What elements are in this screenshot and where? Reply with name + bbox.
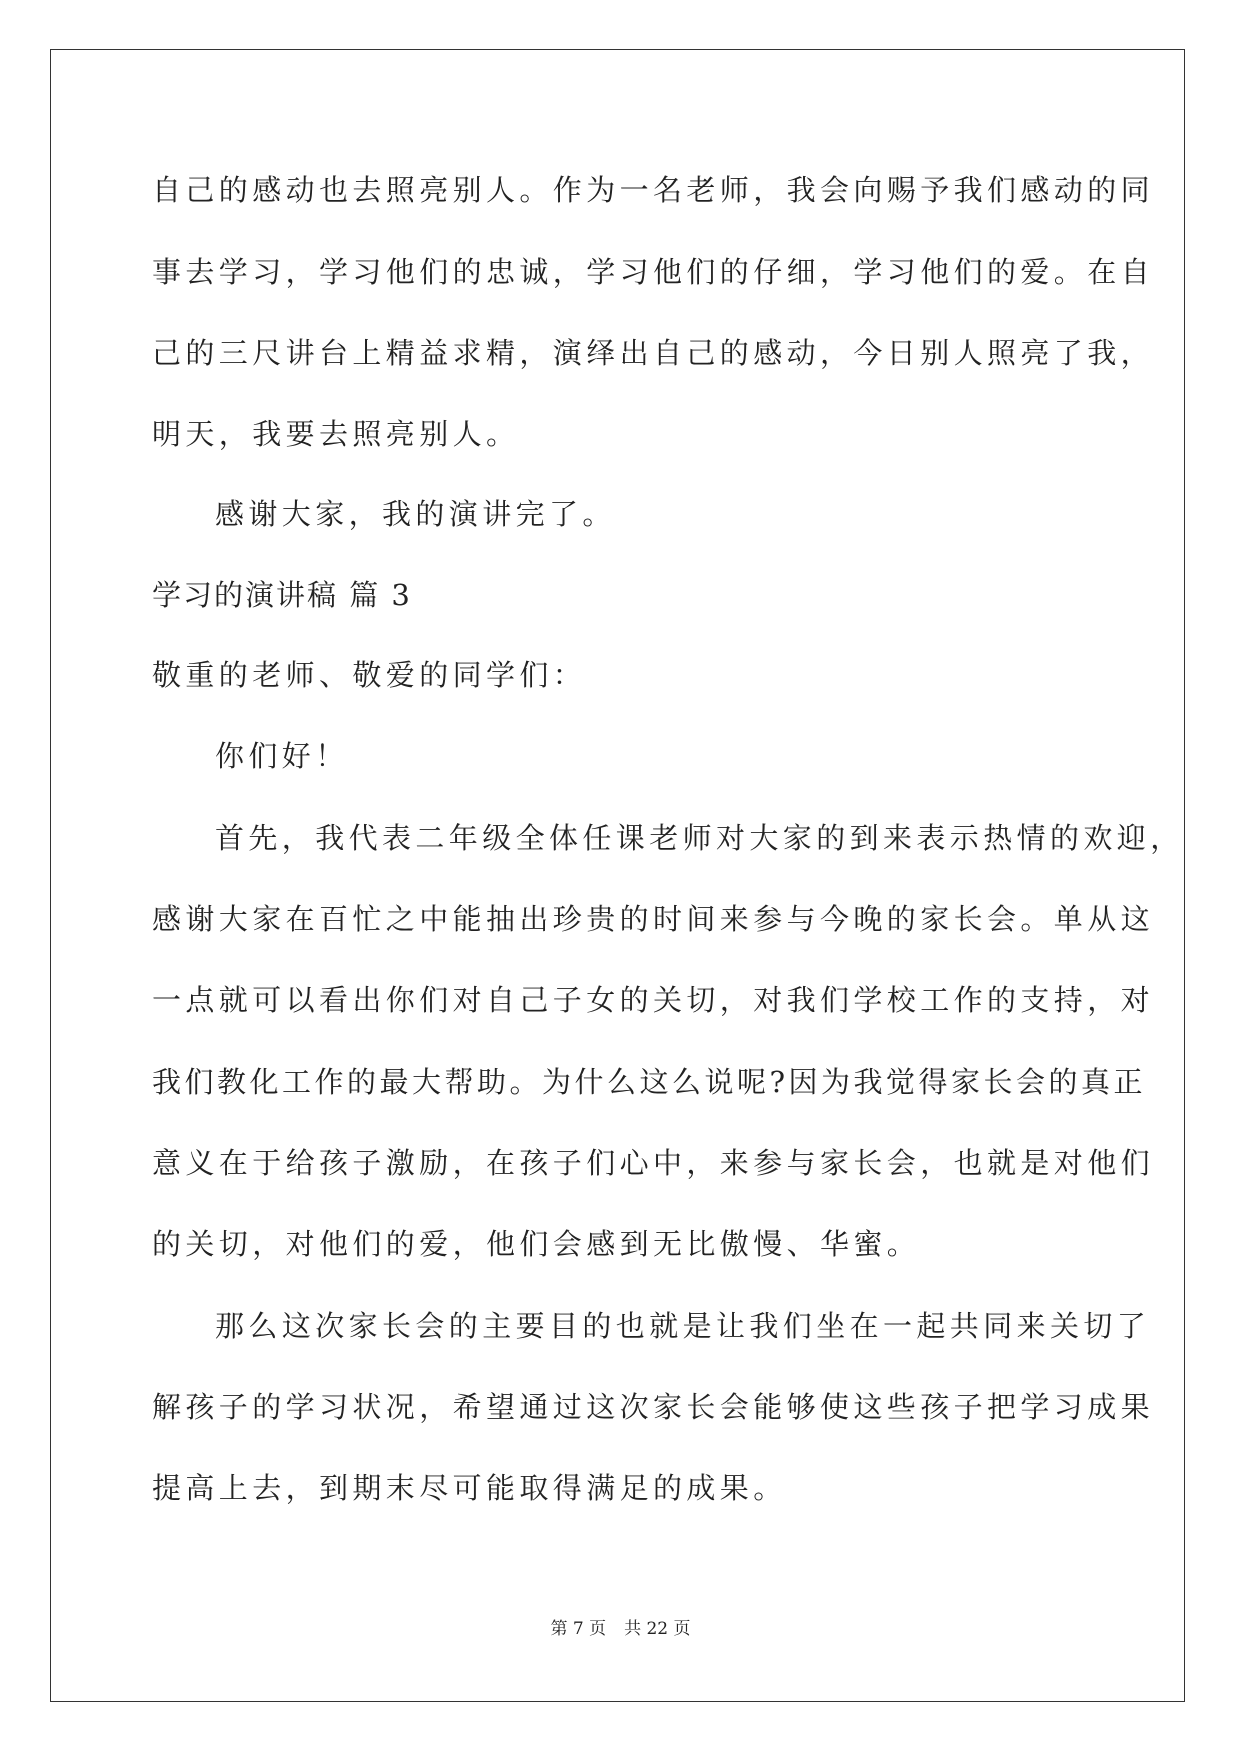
text-line: 感谢大家在百忙之中能抽出珍贵的时间来参与今晚的家长会。单从这	[152, 902, 1155, 936]
text-line: 己的三尺讲台上精益求精，演绎出自己的感动，今日别人照亮了我，	[152, 336, 1155, 370]
page-border	[50, 49, 1185, 1702]
text-line: 我们教化工作的最大帮助。为什么这么说呢?因为我觉得家长会的真正	[152, 1065, 1147, 1099]
text-line: 提高上去，到期末尽可能取得满足的成果。	[152, 1471, 787, 1505]
text-line: 自己的感动也去照亮别人。作为一名老师，我会向赐予我们感动的同	[152, 173, 1155, 207]
section-heading: 学习的演讲稿 篇 3	[152, 578, 412, 612]
page-footer	[0, 1617, 1241, 1641]
text-line: 事去学习，学习他们的忠诚，学习他们的仔细，学习他们的爱。在自	[152, 255, 1155, 289]
text-line: 明天，我要去照亮别人。	[152, 417, 520, 451]
text-line: 解孩子的学习状况，希望通过这次家长会能够使这些孩子把学习成果	[152, 1390, 1155, 1424]
text-line: 感谢大家，我的演讲完了。	[215, 497, 616, 531]
salutation: 敬重的老师、敬爱的同学们：	[152, 658, 587, 692]
greeting: 你们好！	[215, 739, 349, 773]
text-line: 首先，我代表二年级全体任课老师对大家的到来表示热情的欢迎，	[215, 821, 1184, 855]
text-line: 一点就可以看出你们对自己子女的关切，对我们学校工作的支持，对	[152, 983, 1155, 1017]
text-line: 那么这次家长会的主要目的也就是让我们坐在一起共同来关切了	[215, 1309, 1151, 1343]
page-total: 共 22 页	[624, 1619, 691, 1639]
text-line: 的关切，对他们的爱，他们会感到无比傲慢、华蜜。	[152, 1227, 921, 1261]
text-line: 意义在于给孩子激励，在孩子们心中，来参与家长会，也就是对他们	[152, 1146, 1155, 1180]
page-number: 第 7 页	[550, 1619, 607, 1639]
